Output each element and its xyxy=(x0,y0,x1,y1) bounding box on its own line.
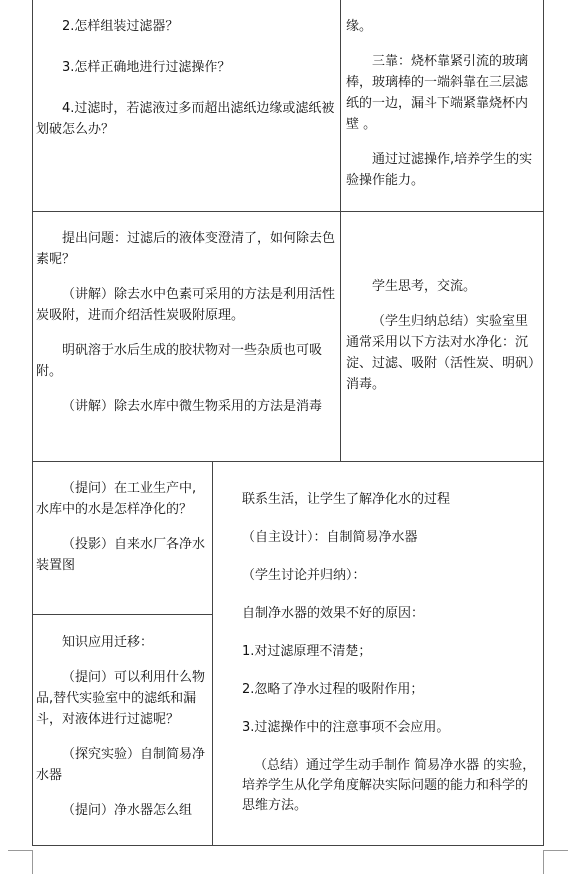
row3-left-bottom-cell xyxy=(36,632,208,833)
crop-mark xyxy=(544,850,568,851)
crop-mark xyxy=(8,850,32,851)
row2-right-cell xyxy=(346,276,538,407)
alum-adsorption: 明矾溶于水后生成的胶状物对一些杂质也可吸附。 xyxy=(36,343,323,379)
row2-left-cell xyxy=(36,228,336,429)
explain-disinfection: （讲解）除去水库中微生物采用的方法是消毒 xyxy=(62,399,323,414)
explain-activated-carbon: （讲解）除去水中色素可采用的方法是利用活性炭吸附，进而介绍活性炭吸附原理。 xyxy=(36,287,336,323)
question-4: 4.过滤时，若滤液过多而超出滤纸边缘或滤纸被划破怎么办？ xyxy=(36,101,335,137)
question-substitute: （提问）可以利用什么物品,替代实验室中的滤纸和漏斗，对液体进行过滤呢？ xyxy=(36,670,206,727)
row1-right-cell xyxy=(346,16,538,203)
continued-text: 缘。 xyxy=(346,19,373,34)
student-discussion-summary: （学生讨论并归纳）： xyxy=(242,568,366,583)
student-summary: （学生归纳总结）实验室里通常采用以下方法对水净化：沉淀、过滤、吸附（活性炭、明矾）消毒。 xyxy=(346,314,535,392)
table-bottom-border xyxy=(32,845,544,846)
row1-bottom-border xyxy=(32,211,544,212)
student-discussion: 学生思考，交流。 xyxy=(372,279,477,294)
three-touch-rule: 三靠：烧杯靠紧引流的玻璃棒，玻璃棒的一端斜靠在三层滤纸的一边，漏斗下端紧靠烧杯内壁 。 xyxy=(346,54,529,132)
self-design: （自主设计）：自制简易净水器 xyxy=(242,530,418,545)
projection-note: （投影）自来水厂各净水装置图 xyxy=(36,537,206,573)
row3-right-cell xyxy=(242,490,538,828)
life-connection: 联系生活，让学生了解净化水的过程 xyxy=(242,492,451,507)
reason-3: 3.过滤操作中的注意事项不会应用。 xyxy=(242,720,450,735)
crop-mark xyxy=(543,850,544,874)
conclusion: （总结）通过学生动手制作 简易净水器 的实验，培养学生从化学角度解决实际问题的能力和科学的思维方法。 xyxy=(242,758,536,813)
row3-left-split xyxy=(32,614,213,615)
question-2: 2.怎样组装过滤器？ xyxy=(62,19,179,34)
row3-divider xyxy=(212,461,213,845)
table-border-right xyxy=(543,0,544,845)
reasons-heading: 自制净水器的效果不好的原因： xyxy=(242,606,425,621)
reason-2: 2.忽略了净水过程的吸附作用； xyxy=(242,682,424,697)
row1-2-divider xyxy=(340,0,341,461)
problem-statement: 提出问题：过滤后的液体变澄清了，如何除去色素呢？ xyxy=(36,231,336,267)
question-assemble: （提问）净水器怎么组 xyxy=(62,803,193,818)
reason-1: 1.对过滤原理不清楚； xyxy=(242,644,372,659)
knowledge-transfer: 知识应用迁移： xyxy=(62,635,154,650)
row2-bottom-border xyxy=(32,461,544,462)
row3-left-top-cell xyxy=(36,478,208,588)
row1-left-cell xyxy=(36,16,336,152)
experiment-note: （探究实验）自制简易净水器 xyxy=(36,747,206,783)
table-border-left xyxy=(32,0,33,845)
question-industrial: （提问）在工业生产中,水库中的水是怎样净化的？ xyxy=(36,481,197,517)
ability-note: 通过过滤操作,培养学生的实验操作能力。 xyxy=(346,152,533,188)
question-3: 3.怎样正确地进行过滤操作？ xyxy=(62,60,231,75)
crop-mark xyxy=(32,850,33,874)
